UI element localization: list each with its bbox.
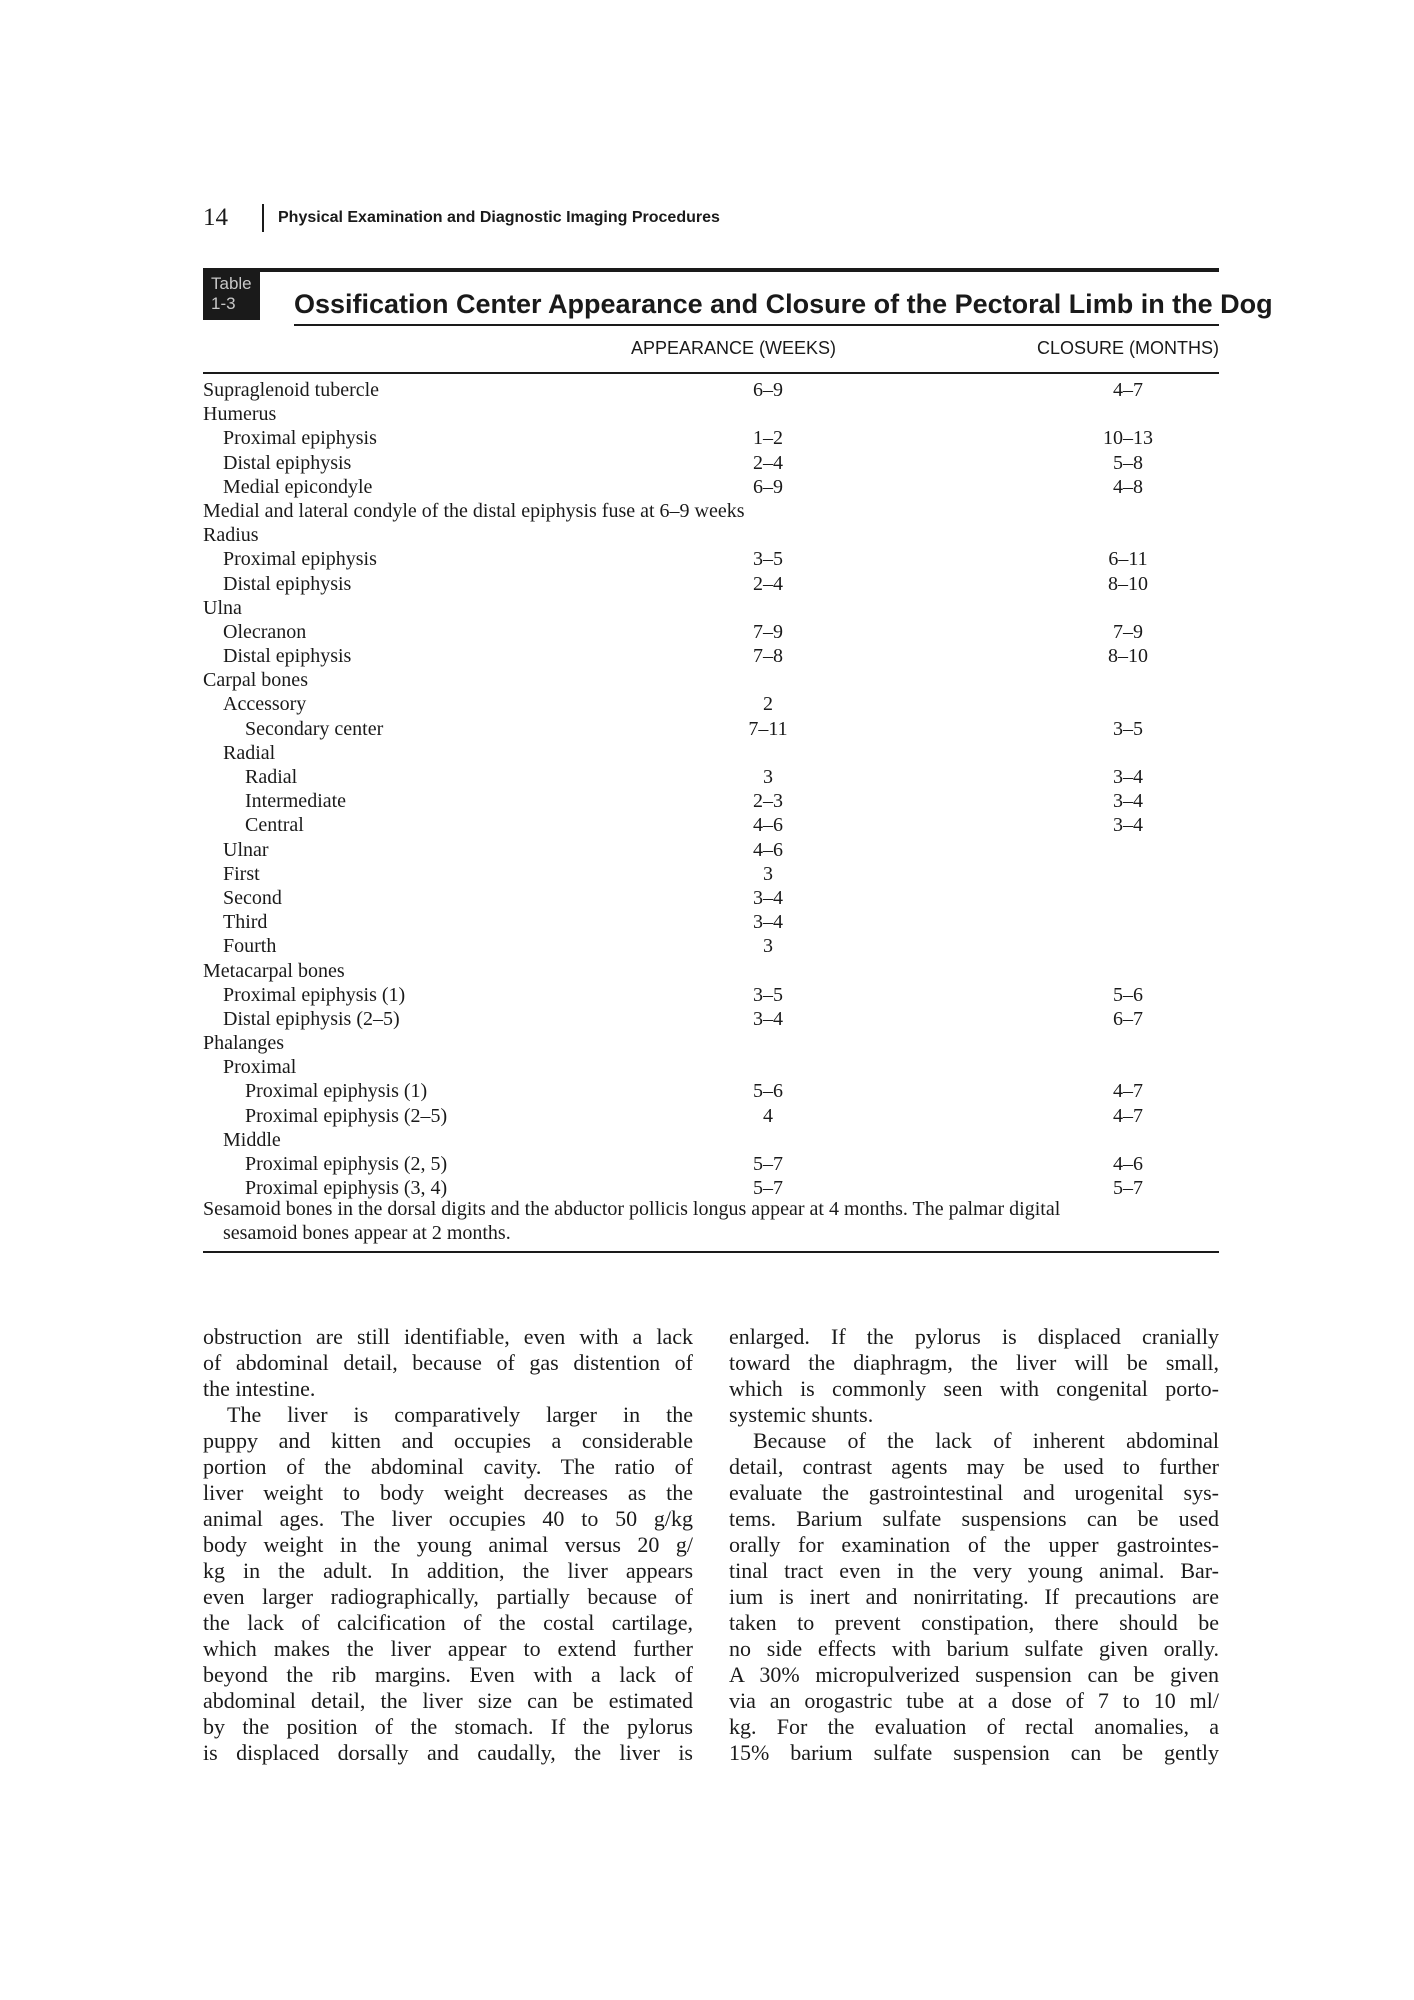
body-text-line: kg in the adult. In addition, the liver appears: [203, 1558, 693, 1583]
closure-months: 6–11: [1108, 548, 1148, 571]
body-column-left: [203, 1324, 693, 1766]
row-label: Proximal epiphysis (1): [245, 1080, 428, 1103]
closure-months: 6–7: [1113, 1007, 1143, 1030]
row-label: Distal epiphysis: [223, 572, 352, 595]
body-text-line: which is commonly seen with congenital porto-: [729, 1376, 1219, 1401]
table-row: [203, 426, 1219, 450]
body-text-line: body weight in the young animal versus 20 g/: [203, 1532, 693, 1557]
table-top-rule: [203, 268, 1219, 272]
table-row: [203, 886, 1219, 910]
appearance-weeks: 5–6: [753, 1080, 783, 1103]
running-head: [203, 203, 720, 233]
running-head-title: Physical Examination and Diagnostic Imaging Procedures: [278, 209, 720, 226]
table-row: [203, 741, 1219, 765]
appearance-weeks: 5–7: [753, 1153, 783, 1175]
table-row: [203, 862, 1219, 886]
row-label: Proximal: [223, 1056, 297, 1079]
row-label: Phalanges: [203, 1032, 285, 1055]
closure-months: 3–4: [1113, 814, 1143, 837]
closure-months: 8–10: [1108, 572, 1148, 595]
table-row: [203, 1055, 1219, 1079]
table-bottom-rule: [203, 1251, 1219, 1253]
body-text-line: by the position of the stomach. If the pylorus: [203, 1714, 693, 1739]
table-title: Ossification Center Appearance and Closure of the Pectoral Limb in the Dog: [294, 289, 1273, 319]
appearance-weeks: 4–6: [753, 814, 783, 837]
body-text-line: systemic shunts.: [729, 1402, 874, 1427]
row-label: Olecranon: [223, 620, 307, 643]
body-text-line: is displaced dorsally and caudally, the liver is: [203, 1740, 693, 1765]
body-text-line: tinal tract even in the very young animal. Bar-: [729, 1558, 1219, 1583]
body-text-line: obstruction are still identifiable, even with a lack: [203, 1324, 693, 1349]
table-label-word: Table: [211, 274, 252, 293]
table-row: [203, 983, 1219, 1007]
body-text-line: Because of the lack of inherent abdominal: [753, 1428, 1219, 1453]
appearance-weeks: 3–4: [753, 886, 783, 909]
body-text-line: via an orogastric tube at a dose of 7 to 10 ml/: [729, 1688, 1219, 1713]
table-row: [203, 451, 1219, 475]
row-label: Distal epiphysis (2–5): [223, 1007, 400, 1030]
body-text-line: abdominal detail, the liver size can be estimated: [203, 1688, 693, 1713]
closure-months: 7–9: [1113, 620, 1143, 643]
body-text-line: beyond the rib margins. Even with a lack of: [203, 1662, 693, 1687]
body-text-line: orally for examination of the upper gastrointes-: [729, 1532, 1219, 1557]
body-text-line: enlarged. If the pylorus is displaced cranially: [729, 1324, 1219, 1349]
body-text-line: ium is inert and nonirritating. If precautions are: [729, 1584, 1219, 1609]
table-label-number: 1-3: [211, 294, 236, 313]
appearance-weeks: 3–5: [753, 548, 783, 571]
closure-months: 5–7: [1113, 1177, 1143, 1200]
row-label: Ulna: [203, 596, 242, 619]
appearance-weeks: 3–4: [753, 911, 783, 934]
table-row: [203, 572, 1219, 596]
row-label: Proximal epiphysis (2–5): [245, 1104, 448, 1127]
table-footnote-line: sesamoid bones appear at 2 months.: [223, 1222, 511, 1244]
body-text-line: 15% barium sulfate suspension can be gently: [729, 1740, 1219, 1765]
table-row: [203, 620, 1219, 644]
body-text-line: the lack of calcification of the costal cartilage,: [203, 1610, 693, 1635]
row-label: Radial: [223, 741, 276, 764]
row-label: Proximal epiphysis (2, 5): [245, 1153, 448, 1175]
body-text-line: kg. For the evaluation of rectal anomalies, a: [729, 1714, 1219, 1739]
table-row: [203, 838, 1219, 862]
closure-months: 4–7: [1113, 379, 1143, 401]
column-header-closure: CLOSURE (MONTHS): [1036, 338, 1219, 358]
appearance-weeks: 2: [763, 693, 773, 716]
table-row: [203, 1152, 1219, 1176]
appearance-weeks: 1–2: [753, 427, 783, 450]
row-label: Distal epiphysis: [223, 451, 352, 474]
table-row: [203, 402, 1219, 426]
appearance-weeks: 7–11: [748, 717, 788, 740]
table-row: [203, 934, 1219, 958]
row-label: Medial and lateral condyle of the distal epiphysis fuse at 6–9 weeks: [203, 499, 745, 522]
table-row: [203, 378, 1219, 402]
body-text-line: puppy and kitten and occupies a considerable: [203, 1428, 693, 1453]
body-text-line: toward the diaphragm, the liver will be small,: [729, 1350, 1219, 1375]
table-footnote-line: Sesamoid bones in the dorsal digits and the abductor pollicis longus appear at 4 months. The palmar digital: [203, 1198, 1061, 1220]
closure-months: 5–8: [1113, 451, 1143, 474]
row-label: Secondary center: [245, 717, 384, 740]
table-row: [203, 499, 1219, 523]
table-footnote: [203, 1197, 1219, 1245]
closure-months: 4–7: [1113, 1080, 1143, 1103]
row-label: First: [223, 862, 260, 885]
body-text-line: no side effects with barium sulfate given orally.: [729, 1636, 1219, 1661]
row-label: Second: [223, 886, 282, 909]
body-text-line: tems. Barium sulfate suspensions can be used: [729, 1506, 1219, 1531]
table-row: [203, 789, 1219, 813]
body-text-line: evaluate the gastrointestinal and urogenital sys-: [729, 1480, 1219, 1505]
title-rule: [294, 324, 1219, 326]
closure-months: 3–5: [1113, 717, 1143, 740]
appearance-weeks: 6–9: [753, 379, 783, 401]
row-label: Radial: [245, 766, 298, 788]
closure-months: 10–13: [1103, 427, 1153, 450]
row-label: Metacarpal bones: [203, 959, 345, 982]
appearance-weeks: 6–9: [753, 475, 783, 498]
body-text-line: which makes the liver appear to extend further: [203, 1636, 693, 1661]
body-text-line: liver weight to body weight decreases as the: [203, 1480, 693, 1505]
table-row: [203, 644, 1219, 668]
table-row: [203, 596, 1219, 620]
row-label: Medial epicondyle: [223, 475, 373, 498]
closure-months: 4–8: [1113, 475, 1143, 498]
table-body: [203, 378, 1219, 1200]
appearance-weeks: 4–6: [753, 838, 783, 861]
closure-months: 3–4: [1113, 766, 1143, 788]
table-row: [203, 1104, 1219, 1128]
row-label: Supraglenoid tubercle: [203, 379, 380, 401]
table-row: [203, 547, 1219, 571]
header-rule: [203, 372, 1219, 374]
row-label: Radius: [203, 524, 259, 547]
closure-months: 4–6: [1113, 1153, 1143, 1175]
row-label: Humerus: [203, 403, 277, 426]
body-column-right: [729, 1324, 1219, 1766]
closure-months: 8–10: [1108, 645, 1148, 668]
row-label: Proximal epiphysis: [223, 548, 377, 571]
row-label: Carpal bones: [203, 669, 308, 692]
table-row: [203, 910, 1219, 934]
body-text-line: animal ages. The liver occupies 40 to 50 g/kg: [203, 1506, 693, 1531]
table-row: [203, 523, 1219, 547]
table-row: [203, 692, 1219, 716]
row-label: Distal epiphysis: [223, 645, 352, 668]
row-label: Proximal epiphysis: [223, 427, 377, 450]
appearance-weeks: 5–7: [753, 1177, 783, 1200]
page-number: 14: [203, 204, 228, 231]
running-head-divider: [262, 204, 264, 232]
appearance-weeks: 7–9: [753, 620, 783, 643]
table-row: [203, 959, 1219, 983]
appearance-weeks: 3–5: [753, 983, 783, 1006]
row-label: Central: [245, 814, 304, 837]
body-text-line: portion of the abdominal cavity. The ratio of: [203, 1454, 693, 1479]
row-label: Fourth: [223, 935, 277, 958]
row-label: Accessory: [223, 693, 307, 716]
body-text-line: even larger radiographically, partially because of: [203, 1584, 693, 1609]
table-row: [203, 475, 1219, 499]
closure-months: 4–7: [1113, 1104, 1143, 1127]
body-text-line: A 30% micropulverized suspension can be given: [729, 1662, 1219, 1687]
body-text-line: taken to prevent constipation, there should be: [729, 1610, 1219, 1635]
table-label-badge: [203, 268, 260, 320]
table-row: [203, 1031, 1219, 1055]
closure-months: 5–6: [1113, 983, 1143, 1006]
row-label: Intermediate: [245, 790, 347, 813]
appearance-weeks: 3: [763, 935, 773, 958]
row-label: Middle: [223, 1128, 281, 1151]
appearance-weeks: 3–4: [753, 1007, 783, 1030]
body-text-line: The liver is comparatively larger in the: [227, 1402, 693, 1427]
appearance-weeks: 2–3: [753, 790, 783, 813]
appearance-weeks: 3: [763, 766, 773, 788]
row-label: Proximal epiphysis (1): [223, 983, 406, 1006]
table-row: [203, 1128, 1219, 1152]
table-row: [203, 1079, 1219, 1103]
table-row: [203, 717, 1219, 741]
table-row: [203, 765, 1219, 789]
appearance-weeks: 3: [763, 862, 773, 885]
body-text-line: detail, contrast agents may be used to further: [729, 1454, 1219, 1479]
row-label: Third: [223, 911, 268, 934]
body-text-line: of abdominal detail, because of gas distention of: [203, 1350, 693, 1375]
body-text-line: the intestine.: [203, 1376, 316, 1401]
table-row: [203, 813, 1219, 837]
row-label: Ulnar: [223, 838, 269, 861]
table-row: [203, 1007, 1219, 1031]
appearance-weeks: 7–8: [753, 645, 783, 668]
row-label: Proximal epiphysis (3, 4): [245, 1177, 448, 1200]
appearance-weeks: 4: [763, 1104, 773, 1127]
closure-months: 3–4: [1113, 790, 1143, 813]
table-row: [203, 668, 1219, 692]
appearance-weeks: 2–4: [753, 572, 783, 595]
column-header-appearance: APPEARANCE (WEEKS): [631, 338, 837, 358]
appearance-weeks: 2–4: [753, 451, 783, 474]
